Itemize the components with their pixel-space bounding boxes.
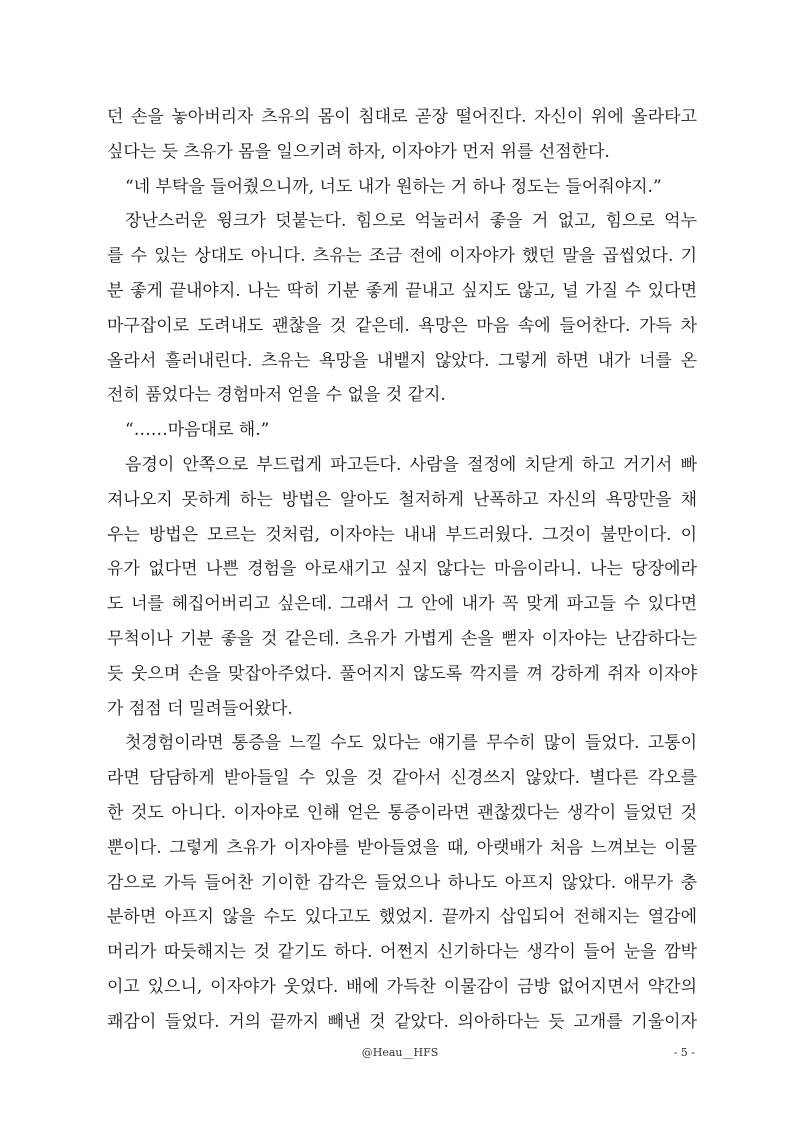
page-number: - 5 - [673,1046,695,1059]
text-line: 감으로 가득 들어찬 기이한 감각은 들었으나 하나도 아프지 않았다. 애무가 충 [107,872,697,893]
text-line: 전히 품었다는 경험마저 얻을 수 없을 것 같지. [107,385,446,406]
text-line: 가 점점 더 밀려들어왔다. [107,698,293,719]
text-line: 쾌감이 들었다. 거의 끝까지 빼낸 것 같았다. 의아하다는 듯 고개를 기울이자 [107,1011,697,1032]
text-line: 라면 담담하게 받아들일 수 있을 것 같아서 신경쓰지 않았다. 별다른 각오를 [107,768,697,789]
text-line: 음경이 안쪽으로 부드럽게 파고든다. 사람을 절정에 치닫게 하고 거기서 빠 [125,454,697,475]
text-line: 싶다는 듯 츠유가 몸을 일으키려 하자, 이자야가 먼저 위를 선점한다. [107,141,610,162]
text-line: 한 것도 아니다. 이자야로 인해 얻은 통증이라면 괜찮겠다는 생각이 들었던 것 [107,802,697,823]
text-line: 져나오지 못하게 하는 방법은 알아도 철저하게 난폭하고 자신의 욕망만을 채 [107,489,697,510]
text-line: 를 수 있는 상대도 아니다. 츠유는 조금 전에 이자야가 했던 말을 곱씹었다. 기 [107,246,697,267]
text-line: 유가 없다면 나쁜 경험을 아로새기고 싶지 않다는 마음이라니. 나는 당장에라 [107,559,697,580]
text-line: 던 손을 놓아버리자 츠유의 몸이 침대로 곧장 떨어진다. 자신이 위에 올라타고 [107,107,697,127]
text-line: “……마음대로 해.” [125,420,270,441]
text-line: 분하면 아프지 않을 수도 있다고도 했었지. 끝까지 삽입되어 전해지는 열감에 [107,907,697,928]
text-line: “네 부탁을 들어줬으니까, 너도 내가 원하는 거 하나 정도는 들어줘야지.” [125,176,662,197]
body-text [107,100,697,1040]
text-line: 장난스러운 윙크가 덧붙는다. 힘으로 억눌러서 좋을 거 없고, 힘으로 억누 [125,211,697,232]
text-line: 뿐이다. 그렇게 츠유가 이자야를 받아들였을 때, 아랫배가 처음 느껴보는 이물 [107,837,697,858]
text-line: 첫경험이라면 통증을 느낄 수도 있다는 얘기를 무수히 많이 들었다. 고통이 [125,733,697,754]
text-line: 우는 방법은 모르는 것처럼, 이자야는 내내 부드러웠다. 그것이 불만이다. 이 [107,524,697,545]
text-line: 머리가 따듯해지는 것 같기도 하다. 어쩐지 신기하다는 생각이 들어 눈을 깜박 [107,942,697,963]
text-line: 도 너를 헤집어버리고 싶은데. 그래서 그 안에 내가 꼭 맞게 파고들 수 있다면 [107,594,697,615]
text-line: 듯 웃으며 손을 맞잡아주었다. 풀어지지 않도록 깍지를 껴 강하게 쥐자 이자야 [107,663,697,684]
text-line: 무척이나 기분 좋을 것 같은데. 츠유가 가볍게 손을 뻗자 이자야는 난감하다는 [107,628,697,649]
text-line: 올라서 흘러내린다. 츠유는 욕망을 내뱉지 않았다. 그렇게 하면 내가 너를 온 [107,350,697,371]
text-line: 분 좋게 끝내야지. 나는 딱히 기분 좋게 끝내고 싶지도 않고, 널 가질 수 있다면 [107,280,697,301]
text-line: 이고 있으니, 이자야가 웃었다. 배에 가득찬 이물감이 금방 없어지면서 약간의 [107,976,697,997]
footer-credit: @Heau__HFS [361,1046,439,1059]
text-line: 마구잡이로 도려내도 괜찮을 것 같은데. 욕망은 마음 속에 들어찬다. 가득 차 [107,315,697,336]
